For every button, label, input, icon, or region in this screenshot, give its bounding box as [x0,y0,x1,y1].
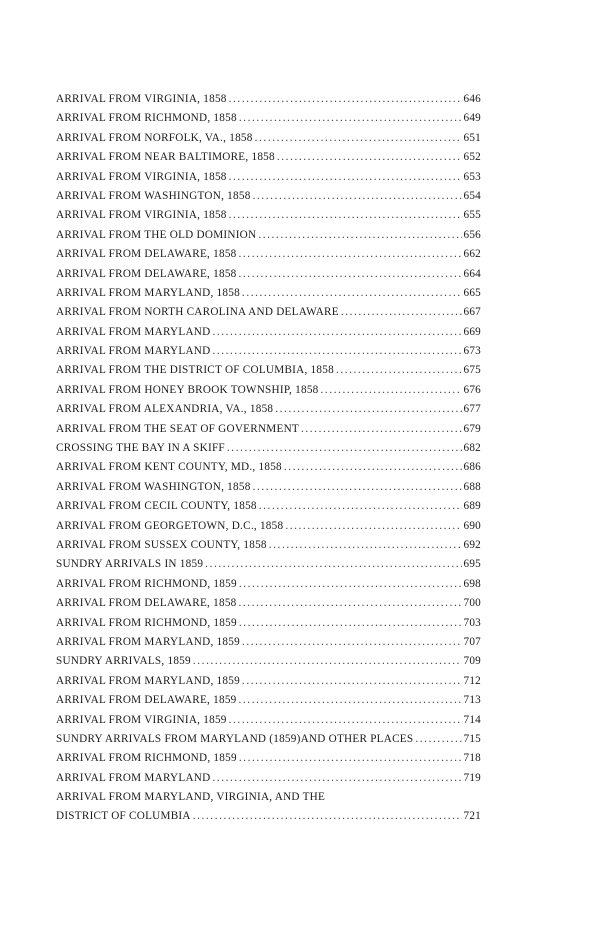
toc-entry-title: ARRIVAL FROM DELAWARE, 1858 [56,248,237,261]
toc-entry-page: 703 [463,616,481,629]
toc-entry-title: ARRIVAL FROM ALEXANDRIA, VA., 1858 [56,403,274,416]
toc-entry-title: ARRIVAL FROM NORTH CAROLINA AND DELAWARE [56,306,339,319]
toc-entry-page: 655 [463,209,481,222]
toc-entry [56,187,481,206]
toc-entry [56,303,481,322]
dot-leader [229,206,463,225]
toc-entry-page: 669 [463,325,481,338]
toc-entry-title: ARRIVAL FROM DELAWARE, 1859 [56,694,237,707]
toc-entry-page: 654 [463,189,481,202]
toc-entry-title: ARRIVAL FROM MARYLAND, 1859 [56,635,240,648]
toc-entry [56,381,481,400]
toc-entry-title: ARRIVAL FROM THE DISTRICT OF COLUMBIA, 1858 [56,364,334,377]
toc-entry [56,555,481,574]
toc-entry [56,342,481,361]
toc-entry-page: 679 [463,422,481,435]
toc-entry [56,245,481,264]
toc-entry [56,109,481,128]
dot-leader [239,749,463,768]
dot-leader [242,672,463,691]
dot-leader [258,226,462,245]
toc-entry [56,226,481,245]
toc-entry [56,284,481,303]
toc-entry [56,129,481,148]
toc-entry-title: ARRIVAL FROM MARYLAND [56,325,211,338]
dot-leader [275,400,462,419]
dot-leader [301,420,462,439]
toc-entry-title: ARRIVAL FROM NEAR BALTIMORE, 1858 [56,151,275,164]
toc-entry [56,148,481,167]
toc-entry-page: 707 [463,635,481,648]
toc-entry [56,517,481,536]
toc-entry-title: ARRIVAL FROM RICHMOND, 1858 [56,112,237,125]
toc-entry [56,439,481,458]
dot-leader [239,265,463,284]
toc-entry-title: ARRIVAL FROM MARYLAND, 1858 [56,286,240,299]
toc-entry-page: 646 [463,93,481,105]
toc-entry-page: 714 [463,713,481,726]
toc-entry-title: ARRIVAL FROM THE OLD DOMINION [56,228,257,241]
toc-entry [56,478,481,497]
dot-leader [239,594,463,613]
toc-entry-title: ARRIVAL FROM WASHINGTON, 1858 [56,189,251,202]
toc-entry-page: 712 [463,674,481,687]
dot-leader [239,614,463,633]
toc-entry-title: SUNDRY ARRIVALS FROM MARYLAND (1859)AND OTHER PLACES [56,732,414,745]
dot-leader [229,168,463,187]
toc-entry-title: ARRIVAL FROM VIRGINIA, 1858 [56,209,227,222]
toc-entry-page: 667 [463,306,481,319]
toc-entry-page: 649 [463,112,481,125]
toc-entry-multiline-first [56,788,481,807]
toc-entry-title: ARRIVAL FROM THE SEAT OF GOVERNMENT [56,422,299,435]
toc-entry [56,730,481,749]
toc-entry-title: ARRIVAL FROM MARYLAND [56,771,211,784]
toc-entry-title: ARRIVAL FROM DELAWARE, 1858 [56,597,237,610]
dot-leader [239,575,463,594]
table-of-contents [56,90,481,827]
toc-entry [56,672,481,691]
dot-leader [193,807,463,826]
toc-entry-page: 675 [463,364,481,377]
dot-leader [277,148,463,167]
dot-leader [285,517,462,536]
dot-leader [336,361,463,380]
toc-entry-page: 686 [463,461,481,474]
toc-entry-page: 688 [463,480,481,493]
toc-entry [56,400,481,419]
dot-leader [253,187,463,206]
toc-entry-page: 713 [463,694,481,707]
toc-entry-page: 664 [463,267,481,280]
dot-leader [239,691,463,710]
toc-entry [56,361,481,380]
toc-entry-title: ARRIVAL FROM MARYLAND [56,345,211,358]
dot-leader [239,109,463,128]
toc-entry-page: 719 [463,771,481,784]
toc-entry [56,633,481,652]
toc-entry-page: 677 [463,403,481,416]
toc-entry-title: ARRIVAL FROM DELAWARE, 1858 [56,267,237,280]
dot-leader [227,439,463,458]
dot-leader [269,536,463,555]
toc-entry-title: ARRIVAL FROM KENT COUNTY, MD., 1858 [56,461,282,474]
toc-entry-page: 715 [463,732,481,745]
toc-entry [56,652,481,671]
dot-leader [229,711,463,730]
toc-entry [56,691,481,710]
toc-entry-page: 700 [463,597,481,610]
toc-entry [56,458,481,477]
toc-entry [56,594,481,613]
dot-leader [242,633,463,652]
toc-entry-title-line2: DISTRICT OF COLUMBIA [56,810,191,823]
toc-entry-title: SUNDRY ARRIVALS, 1859 [56,655,191,668]
toc-entry-title: ARRIVAL FROM HONEY BROOK TOWNSHIP, 1858 [56,383,319,396]
toc-entry-page: 653 [463,170,481,183]
toc-entry [56,711,481,730]
dot-leader [284,458,463,477]
toc-entry-title: CROSSING THE BAY IN A SKIFF [56,442,225,455]
dot-leader [321,381,463,400]
toc-entry [56,575,481,594]
toc-entry-title: ARRIVAL FROM GEORGETOWN, D.C., 1858 [56,519,284,532]
toc-entry-page: 652 [463,151,481,164]
toc-entry-title: ARRIVAL FROM WASHINGTON, 1858 [56,480,251,493]
toc-entry-title: ARRIVAL FROM SUSSEX COUNTY, 1858 [56,538,267,551]
toc-entry-title: SUNDRY ARRIVALS IN 1859 [56,558,204,571]
toc-entry [56,614,481,633]
toc-entry-page: 651 [463,131,481,144]
toc-entry [56,323,481,342]
toc-entry-title: ARRIVAL FROM VIRGINIA, 1859 [56,713,227,726]
toc-entry [56,265,481,284]
toc-entry [56,90,481,109]
dot-leader [212,342,462,361]
toc-entry [56,807,481,826]
dot-leader [253,478,463,497]
toc-entry-page: 662 [463,248,481,261]
toc-entry [56,168,481,187]
toc-entry-title: ARRIVAL FROM RICHMOND, 1859 [56,577,237,590]
toc-entry [56,536,481,555]
dot-leader [255,129,463,148]
toc-entry-page: 718 [463,752,481,765]
toc-entry-page: 689 [463,500,481,513]
dot-leader [205,555,462,574]
toc-entry [56,206,481,225]
dot-leader [415,730,462,749]
toc-entry-page: 692 [463,538,481,551]
toc-entry-title: ARRIVAL FROM NORFOLK, VA., 1858 [56,131,253,144]
toc-entry-title-line1: ARRIVAL FROM MARYLAND, VIRGINIA, AND THE [56,791,326,804]
toc-entry-title: ARRIVAL FROM VIRGINIA, 1858 [56,170,227,183]
dot-leader [193,652,463,671]
toc-entry-page: 682 [463,442,481,455]
dot-leader [239,245,463,264]
dot-leader [212,769,462,788]
toc-entry [56,769,481,788]
toc-entry [56,497,481,516]
dot-leader [341,303,463,322]
toc-entry-page: 676 [463,383,481,396]
dot-leader [259,497,463,516]
toc-entry-page: 690 [463,519,481,532]
dot-leader [212,323,462,342]
toc-entry-title: ARRIVAL FROM MARYLAND, 1859 [56,674,240,687]
dot-leader [242,284,463,303]
toc-entry-page: 709 [463,655,481,668]
toc-entry-page: 698 [463,577,481,590]
toc-entry-title: ARRIVAL FROM CECIL COUNTY, 1858 [56,500,257,513]
toc-entry-page: 673 [463,345,481,358]
toc-entry-title: ARRIVAL FROM VIRGINIA, 1858 [56,93,227,105]
toc-entry-page: 695 [463,558,481,571]
toc-entry-page: 721 [463,810,481,823]
toc-entry-title: ARRIVAL FROM RICHMOND, 1859 [56,752,237,765]
toc-entry [56,420,481,439]
toc-entry-page: 665 [463,286,481,299]
toc-entry-title: ARRIVAL FROM RICHMOND, 1859 [56,616,237,629]
toc-entry [56,749,481,768]
dot-leader [229,90,463,109]
toc-entry-page: 656 [463,228,481,241]
